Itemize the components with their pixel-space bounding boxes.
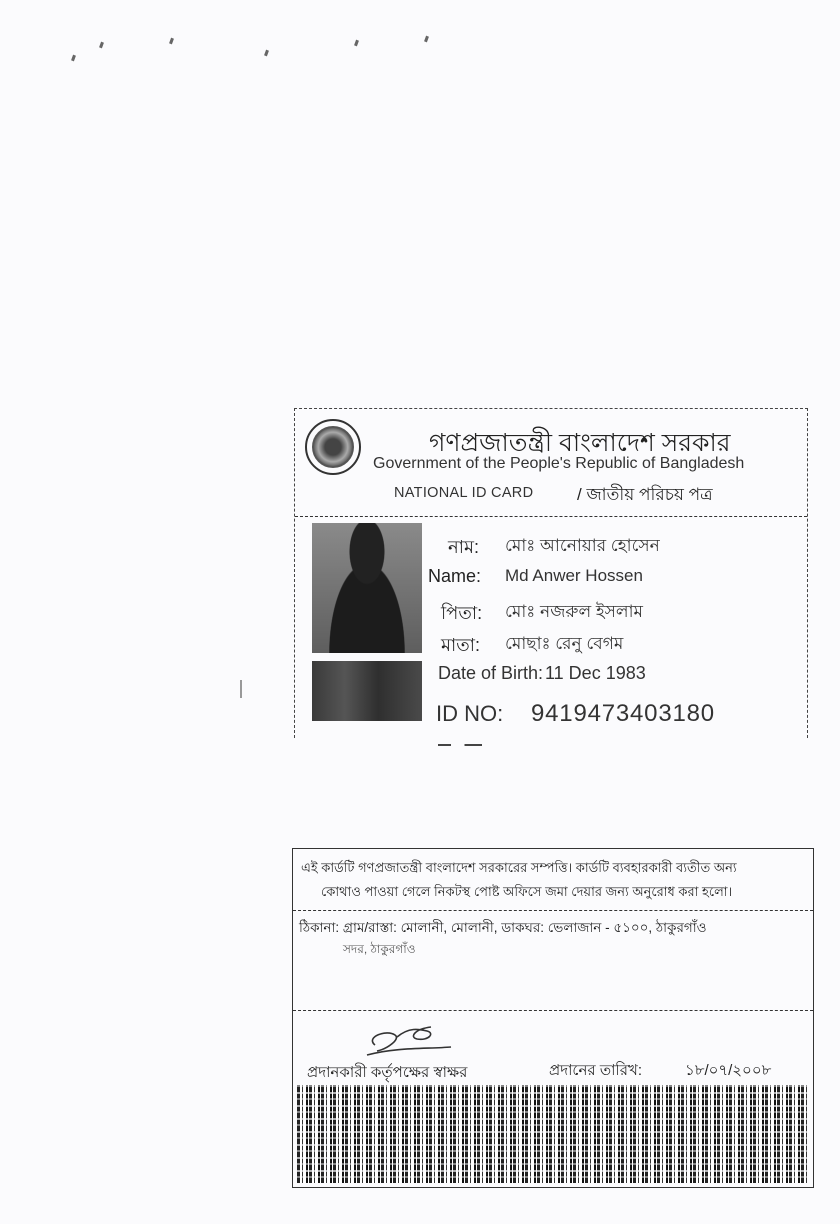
holder-signature-box xyxy=(312,661,422,721)
notice-line-1: এই কার্ডটি গণপ্রজাতন্ত্রী বাংলাদেশ সরকারের সম্পত্তি। কার্ডটি ব্যবহারকারী ব্যতীত অন্য xyxy=(301,860,737,875)
scan-speck xyxy=(169,38,174,45)
mother-name-value: মোছাঃ রেনু বেগম xyxy=(505,634,624,653)
father-name-label: পিতা: xyxy=(441,603,483,623)
scan-speck xyxy=(71,55,76,62)
id-card-back xyxy=(292,848,814,1188)
issue-date-label: প্রদানের তারিখ: xyxy=(549,1062,642,1079)
id-card-front xyxy=(294,408,808,738)
address-line-2: সদর, ঠাকুরগাঁও xyxy=(343,942,416,956)
mother-name-label: মাতা: xyxy=(441,635,480,655)
scan-speck xyxy=(99,42,104,49)
scan-speck xyxy=(264,50,269,57)
date-of-birth-label: Date of Birth: xyxy=(438,663,544,683)
card-type-english: NATIONAL ID CARD xyxy=(394,485,534,501)
authority-signature xyxy=(357,1017,457,1057)
address-line-1: ঠিকানা: গ্রাম/রাস্তা: মোলানী, মোলানী, ডাকঘর: ভেলাজান - ৫১০০, ঠাকুরগাঁও xyxy=(299,920,707,935)
name-bangla-label: নাম: xyxy=(448,537,479,557)
issue-date-value: ১৮/০৭/২০০৮ xyxy=(685,1062,772,1079)
government-emblem-icon xyxy=(305,419,361,475)
name-english-label: Name: xyxy=(428,566,482,586)
name-english-value: Md Anwer Hossen xyxy=(505,566,643,585)
pdf417-barcode xyxy=(297,1085,807,1183)
header-title-bangla: গণপ্রজাতন্ত্রী বাংলাদেশ সরকার xyxy=(429,429,731,457)
card-header xyxy=(295,409,807,517)
ownership-notice xyxy=(293,849,813,911)
card-type-bangla: / জাতীয় পরিচয় পত্র xyxy=(577,485,713,504)
name-bangla-value: মোঃ আনোয়ার হোসেন xyxy=(505,536,660,555)
id-number-value: 9419473403180 xyxy=(531,700,715,727)
date-of-birth-value: 11 Dec 1983 xyxy=(545,663,646,683)
scan-mark xyxy=(438,744,482,746)
notice-line-2: কোথাও পাওয়া গেলে নিকটস্থ পোষ্ট অফিসে জমা দেয়ার জন্য অনুরোধ করা হলো। xyxy=(321,884,733,899)
issuing-authority-signature-label: প্রদানকারী কর্তৃপক্ষের স্বাক্ষর xyxy=(307,1064,468,1081)
scan-speck xyxy=(424,36,429,43)
header-title-english: Government of the People's Republic of Bangladesh xyxy=(373,455,745,472)
father-name-value: মোঃ নজরুল ইসলাম xyxy=(505,602,643,621)
address-section xyxy=(293,911,813,1011)
scan-mark xyxy=(240,680,242,698)
id-number-label: ID NO: xyxy=(436,701,504,726)
scan-speck xyxy=(354,40,359,47)
holder-photo xyxy=(312,523,422,653)
